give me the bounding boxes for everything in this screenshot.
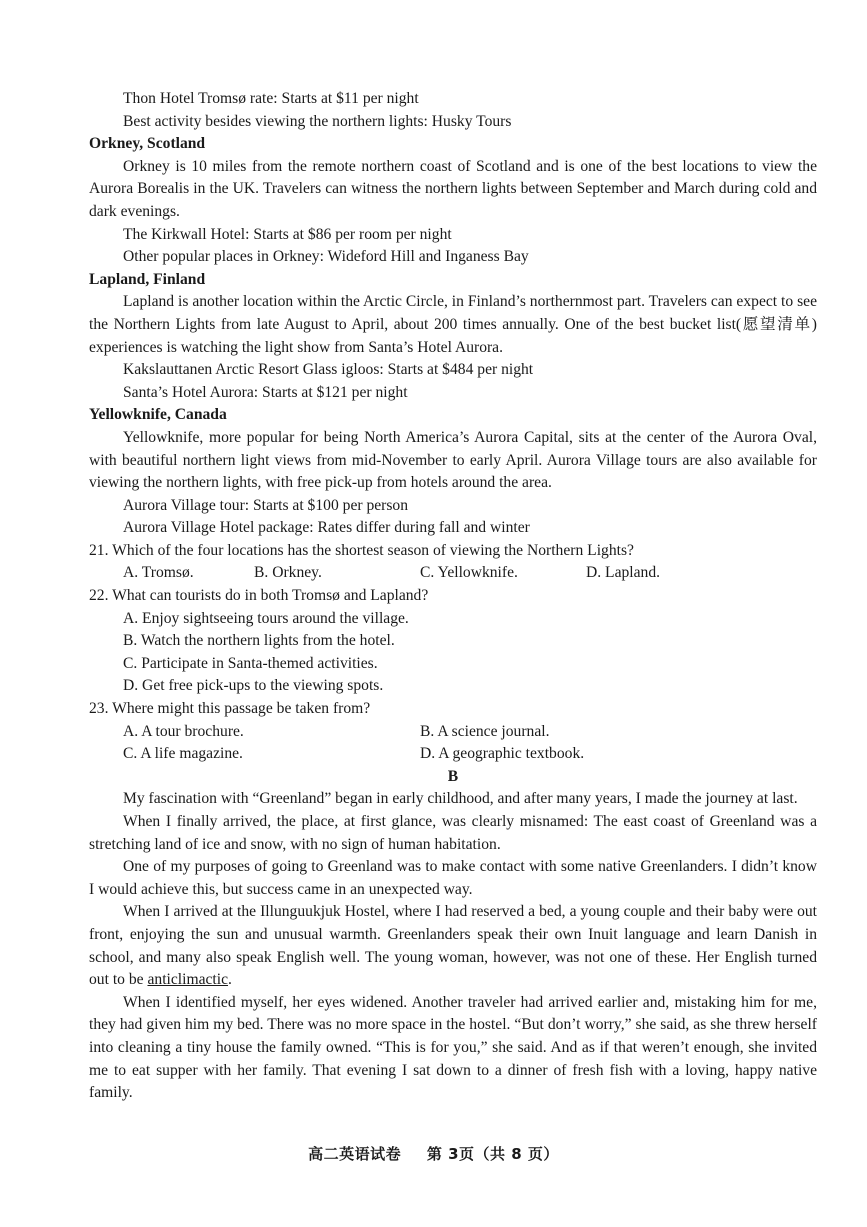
- lapland-body: Lapland is another location within the Arctic Circle, in Finland’s northernmost part. Travelers can expect to see the Northern Lights from late August to April, about 200 times annually. One of the best bucket list(愿望清单) experiences is watching the light show from Santa’s Hotel Aurora.: [89, 293, 817, 356]
- question-23-option-d: D. A geographic textbook.: [420, 745, 585, 763]
- yellowknife-body: Yellowknife, more popular for being North America’s Aurora Capital, sits at the center of the Aurora Oval, with beautiful northern light views from mid-November to early April. Aurora Village tours are also available for viewing the northern lights, with free pick-up from hotels around the area.: [89, 428, 817, 492]
- question-21-option-b: B. Orkney.: [254, 564, 322, 582]
- orkney-hotel: The Kirkwall Hotel: Starts at $86 per room per night: [123, 225, 452, 243]
- paragraph-4-end: .: [228, 971, 232, 989]
- tromso-activity: Best activity besides viewing the northern lights: Husky Tours: [123, 112, 512, 130]
- underlined-word: anticlimactic: [147, 971, 229, 989]
- orkney-places: Other popular places in Orkney: Wideford Hill and Inganess Bay: [123, 248, 529, 266]
- question-23-stem: 23. Where might this passage be taken from?: [89, 700, 371, 718]
- passage-b-paragraph-3: One of my purposes of going to Greenland was to make contact with some native Greenlanders. I didn’t know I would achieve this, but success came in an unexpected way.: [89, 858, 817, 898]
- question-22-option-a: A. Enjoy sightseeing tours around the village.: [123, 609, 409, 627]
- question-22-option-b: B. Watch the northern lights from the hotel.: [123, 632, 395, 650]
- question-21-option-c: C. Yellowknife.: [420, 564, 518, 582]
- footer-page-number: 第 3页（共 8 页）: [426, 1145, 559, 1163]
- question-23-option-a: A. A tour brochure.: [123, 722, 244, 740]
- question-22-stem: 22. What can tourists do in both Tromsø and Lapland?: [89, 587, 429, 605]
- section-b-label: B: [447, 767, 459, 785]
- passage-b-paragraph-1: My fascination with “Greenland” began in early childhood, and after many years, I made the journey at last.: [123, 790, 798, 808]
- question-23-option-c: C. A life magazine.: [123, 745, 243, 763]
- passage-b-paragraph-4: [89, 901, 817, 991]
- orkney-body: Orkney is 10 miles from the remote northern coast of Scotland and is one of the best locations to view the Aurora Borealis in the UK. Travelers can witness the northern lights between September and March during cold and dark evenings.: [89, 157, 817, 220]
- question-21-options: [89, 562, 817, 585]
- paragraph-4-text: When I arrived at the Illunguukjuk Hostel, where I had reserved a bed, a young couple and their baby were out front, enjoying the sun and unusual warmth. Greenlanders speak their own Inuit language and learn Danish in school, and many also speak English well. The young woman, however, was not one of these. Her English turned out to be: [89, 903, 817, 989]
- yellowknife-tour: Aurora Village tour: Starts at $100 per person: [123, 496, 409, 514]
- passage-text: [89, 88, 817, 1105]
- question-21-option-d: D. Lapland.: [586, 564, 661, 582]
- page-footer: [0, 1143, 867, 1164]
- lapland-igloos: Kakslauttanen Arctic Resort Glass igloos: Starts at $484 per night: [123, 361, 534, 379]
- yellowknife-package: Aurora Village Hotel package: Rates differ during fall and winter: [123, 519, 530, 537]
- tromso-hotel: Thon Hotel Tromsø rate: Starts at $11 per night: [123, 90, 419, 107]
- question-22-option-d: D. Get free pick-ups to the viewing spots.: [123, 677, 384, 695]
- question-22-option-c: C. Participate in Santa-themed activities.: [123, 654, 378, 672]
- lapland-santa-hotel: Santa’s Hotel Aurora: Starts at $121 per night: [123, 383, 408, 401]
- question-23-options-row-1: [89, 721, 817, 744]
- question-23-options-row-2: [89, 743, 817, 766]
- lapland-heading: Lapland, Finland: [89, 270, 206, 288]
- orkney-heading: Orkney, Scotland: [89, 135, 206, 153]
- passage-b-paragraph-5: When I identified myself, her eyes widened. Another traveler had arrived earlier and, mistaking him for me, they had given him my bed. There was no more space in the hostel. “But don’t worry,” she said, as she threw herself into cleaning a tiny house the family owned. “This is for you,” she said. And as if that weren’t enough, she invited me to eat supper with her family. That evening I sat down to a dinner of fresh fish with a loving, happy native family.: [89, 993, 817, 1102]
- question-23-option-b: B. A science journal.: [420, 722, 550, 740]
- passage-b-paragraph-2: When I finally arrived, the place, at first glance, was clearly misnamed: The east coast of Greenland was a stretching land of ice and snow, with no sign of human habitation.: [89, 813, 817, 853]
- question-21-option-a: A. Tromsø.: [123, 564, 194, 582]
- yellowknife-heading: Yellowknife, Canada: [89, 406, 227, 424]
- footer-exam-title: 高二英语试卷: [308, 1145, 402, 1163]
- question-21-stem: 21. Which of the four locations has the shortest season of viewing the Northern Lights?: [89, 541, 634, 559]
